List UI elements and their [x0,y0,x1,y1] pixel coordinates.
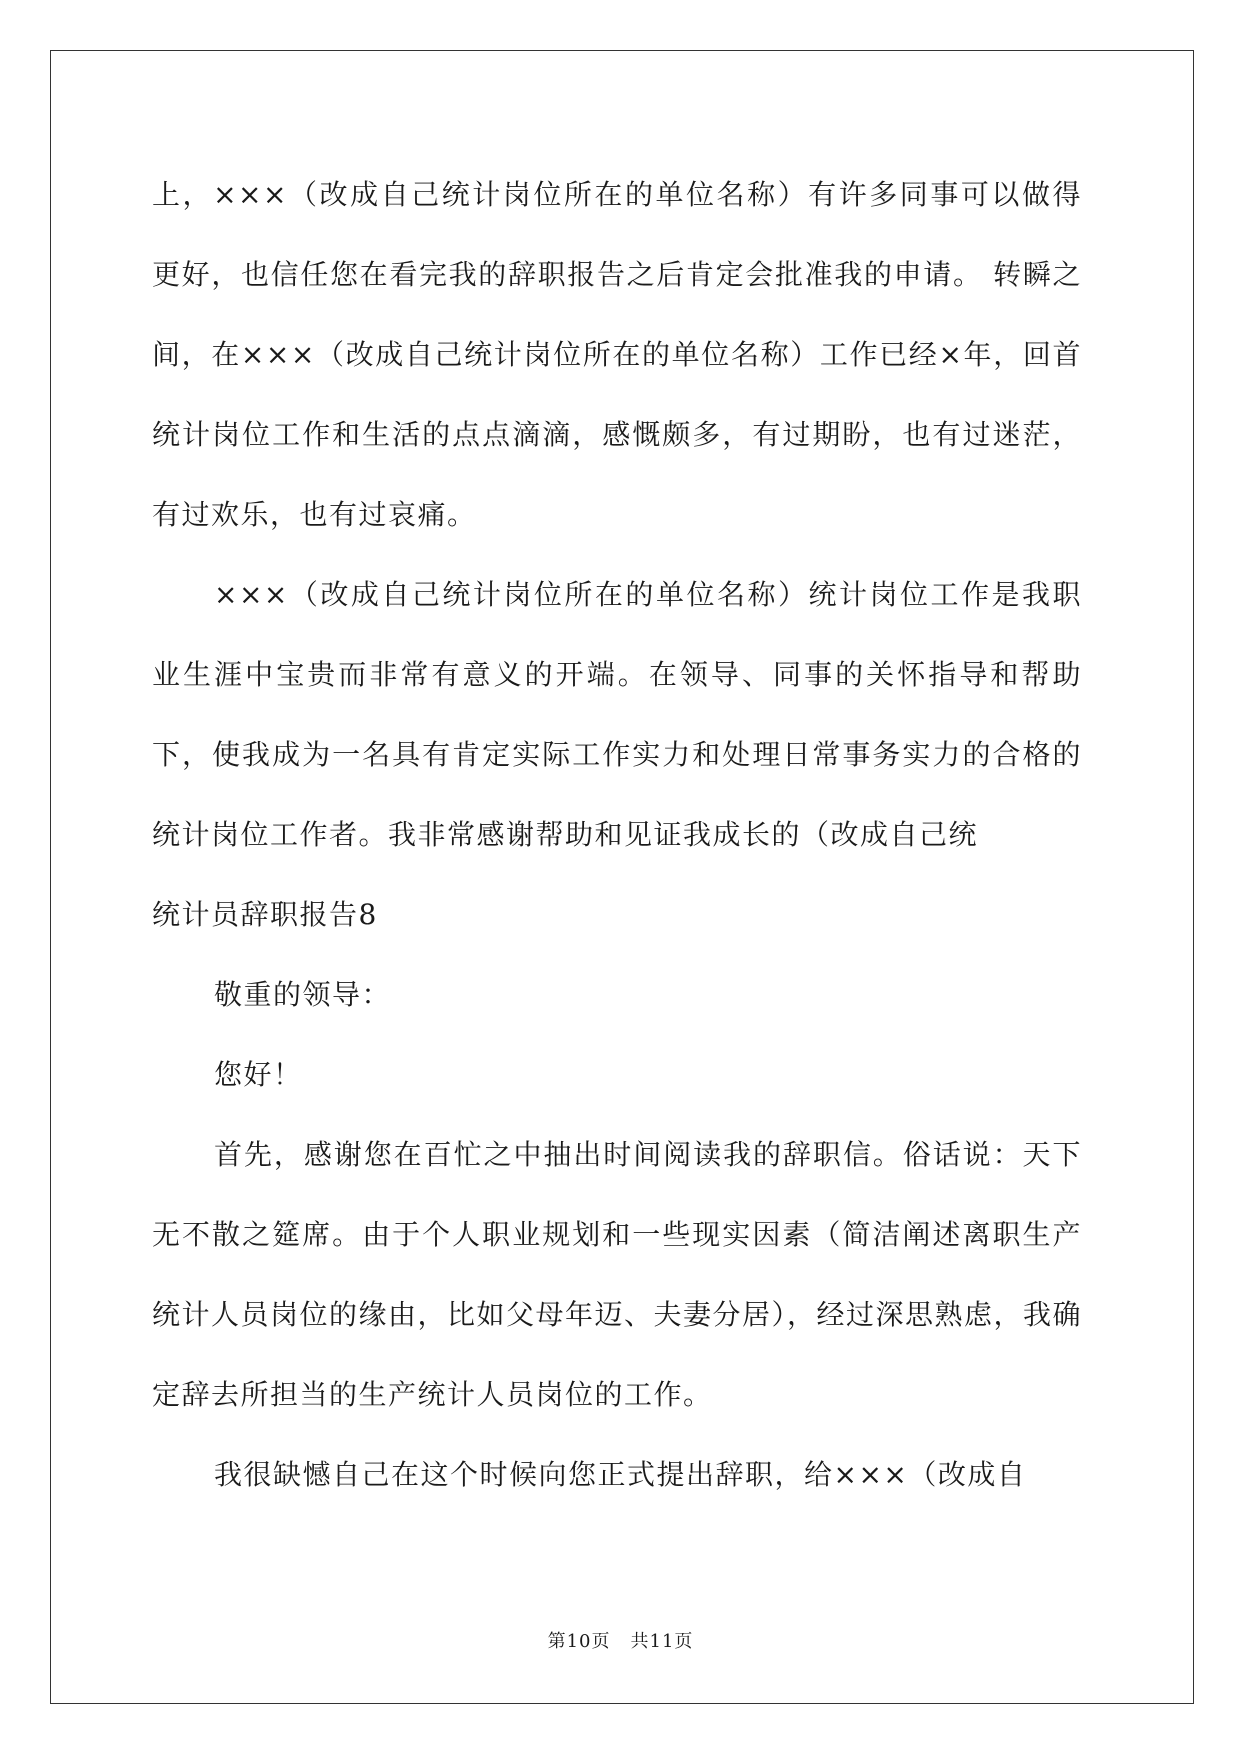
page-footer [0,1627,1241,1653]
page-total: 共11页 [630,1631,694,1652]
greeting: 您好！ [214,1058,303,1091]
page-number: 第10页 [547,1631,611,1652]
salutation: 敬重的领导： [214,978,392,1011]
paragraph: 上，×××（改成自己统计岗位所在的单位名称）有许多同事可以做得更好，也信任您在看完我的辞职报告之后肯定会批准我的申请。 转瞬之间，在×××（改成自己统计岗位所在的单位名称）工作已经×年，回首统计岗位工作和生活的点点滴滴，感慨颇多，有过期盼，也有过迷茫，有过欢乐，也有过哀痛。 [152,178,1082,531]
section-heading: 统计员辞职报告8 [152,898,378,931]
paragraph: 首先，感谢您在百忙之中抽出时间阅读我的辞职信。俗话说：天下无不散之筵席。由于个人职业规划和一些现实因素（简洁阐述离职生产统计人员岗位的缘由，比如父母年迈、夫妻分居），经过深思熟虑，我确定辞去所担当的生产统计人员岗位的工作。 [152,1138,1083,1411]
paragraph: 我很缺憾自己在这个时候向您正式提出辞职，给×××（改成自 [214,1458,1027,1491]
document-body [152,155,1082,1515]
paragraph: ×××（改成自己统计岗位所在的单位名称）统计岗位工作是我职业生涯中宝贵而非常有意义的开端。在领导、同事的关怀指导和帮助下，使我成为一名具有肯定实际工作实力和处理日常事务实力的合格的统计岗位工作者。我非常感谢帮助和见证我成长的（改成自己统 [152,578,1082,851]
